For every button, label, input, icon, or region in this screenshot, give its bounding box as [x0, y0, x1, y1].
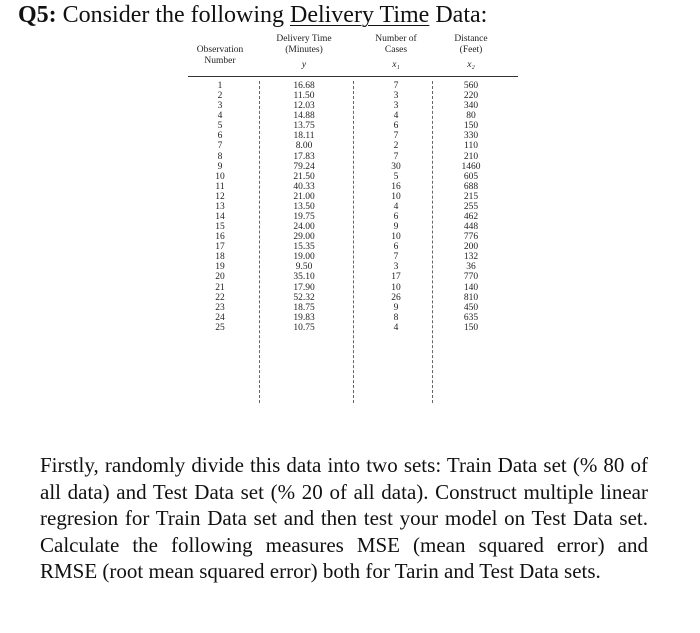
distance-cell: 140 — [463, 282, 479, 293]
delivery-time-cell: 40.33 — [293, 181, 315, 192]
delivery-time-cell: 13.50 — [293, 201, 315, 212]
delivery-time-column — [266, 81, 342, 333]
distance-cell: 150 — [463, 322, 479, 333]
distance-cell: 340 — [463, 101, 479, 112]
cases-cell: 5 — [393, 171, 399, 182]
cases-cell: 6 — [393, 242, 399, 253]
delivery-time-cell: 15.35 — [293, 242, 315, 253]
header-cases — [364, 34, 428, 71]
header-cases-line1: Number of — [375, 34, 417, 44]
distance-cell: 255 — [463, 201, 479, 212]
observation-cell: 15 — [215, 222, 225, 233]
delivery-time-cell: 29.00 — [293, 232, 315, 243]
distance-cell: 560 — [463, 81, 479, 91]
cases-cell: 9 — [393, 302, 399, 313]
cases-cell: 3 — [393, 262, 399, 273]
distance-cell: 462 — [463, 212, 479, 223]
observation-cell: 24 — [215, 312, 225, 323]
distance-cell: 635 — [463, 312, 479, 323]
observation-cell: 4 — [217, 111, 223, 122]
distance-cell: 770 — [463, 272, 479, 283]
cases-cell: 3 — [393, 91, 399, 102]
distance-cell: 80 — [466, 111, 476, 122]
cases-cell: 7 — [393, 151, 399, 162]
observation-cell: 17 — [215, 242, 225, 253]
observation-cell: 11 — [215, 181, 225, 192]
column-divider-2 — [353, 81, 354, 403]
header-dist-line2: (Feet) — [459, 45, 483, 55]
observation-cell: 18 — [215, 252, 225, 263]
header-dist-line1: Distance — [454, 34, 488, 44]
observation-cell: 3 — [217, 101, 223, 112]
header-time-symbol: y — [301, 60, 307, 70]
distance-cell: 200 — [463, 242, 479, 253]
distance-column — [436, 81, 506, 333]
observation-cell: 21 — [215, 282, 225, 293]
observation-cell: 19 — [215, 262, 225, 273]
observation-cell: 5 — [217, 121, 223, 132]
delivery-time-cell: 79.24 — [293, 161, 315, 172]
delivery-time-cell: 52.32 — [293, 292, 315, 303]
header-time-line1: Delivery Time — [276, 34, 332, 44]
cases-cell: 2 — [393, 141, 399, 152]
header-obs-line1: Observation — [196, 45, 244, 55]
delivery-time-cell: 9.50 — [295, 262, 313, 273]
distance-cell: 450 — [463, 302, 479, 313]
header-time-line2: (Minutes) — [285, 45, 323, 55]
observation-cell: 8 — [217, 151, 223, 162]
distance-cell: 210 — [463, 151, 479, 162]
cases-cell: 16 — [391, 181, 401, 192]
cases-column — [364, 81, 428, 333]
observation-cell: 22 — [215, 292, 225, 303]
cases-cell: 4 — [393, 201, 399, 212]
delivery-time-cell: 8.00 — [295, 141, 313, 152]
distance-cell: 36 — [466, 262, 476, 273]
observation-cell: 10 — [215, 171, 225, 182]
cases-cell: 6 — [393, 212, 399, 223]
distance-cell: 776 — [463, 232, 479, 243]
observation-cell: 23 — [215, 302, 225, 313]
distance-cell: 330 — [463, 131, 479, 142]
table-header — [188, 33, 518, 75]
title-text-after: Data: — [429, 2, 488, 28]
distance-cell: 220 — [463, 91, 479, 102]
delivery-time-table — [188, 33, 518, 333]
delivery-time-cell: 11.50 — [293, 91, 315, 102]
title-text-underlined: Delivery Time — [289, 2, 430, 28]
distance-cell: 448 — [463, 222, 479, 233]
cases-cell: 17 — [391, 272, 401, 283]
header-cases-line2: Cases — [384, 45, 408, 55]
cases-cell: 9 — [393, 222, 399, 233]
header-obs-line2: Number — [204, 56, 236, 66]
delivery-time-cell: 19.00 — [293, 252, 315, 263]
cases-cell: 7 — [393, 252, 399, 263]
header-dist-symbol: x₂ — [467, 60, 475, 70]
observation-cell: 14 — [215, 212, 225, 223]
observation-cell: 16 — [215, 232, 225, 243]
delivery-time-cell: 17.83 — [293, 151, 315, 162]
question-title — [18, 2, 487, 29]
distance-cell: 132 — [463, 252, 479, 263]
distance-cell: 150 — [463, 121, 479, 132]
observation-cell: 25 — [215, 322, 225, 333]
delivery-time-cell: 18.11 — [293, 131, 315, 142]
cases-cell: 8 — [393, 312, 399, 323]
cases-cell: 6 — [393, 121, 399, 132]
distance-cell: 605 — [463, 171, 479, 182]
observation-cell: 6 — [217, 131, 223, 142]
observation-cell: 1 — [217, 81, 223, 91]
cases-cell: 26 — [391, 292, 401, 303]
delivery-time-cell: 18.75 — [293, 302, 315, 313]
header-cases-symbol: x₁ — [392, 60, 400, 70]
observation-column — [188, 81, 252, 333]
header-delivery-time — [266, 34, 342, 71]
cases-cell: 10 — [391, 191, 401, 202]
observation-cell: 2 — [217, 91, 223, 102]
delivery-time-cell: 35.10 — [293, 272, 315, 283]
observation-cell: 12 — [215, 191, 225, 202]
observation-cell: 13 — [215, 201, 225, 212]
delivery-time-cell: 13.75 — [293, 121, 315, 132]
delivery-time-cell: 21.00 — [293, 191, 315, 202]
header-rule — [188, 76, 518, 77]
distance-cell: 1460 — [461, 161, 481, 172]
header-distance — [436, 34, 506, 71]
delivery-time-cell: 19.75 — [293, 212, 315, 223]
question-instructions: Firstly, randomly divide this data into two sets: Train Data set (% 80 of all data) and Test Data set (% 20 of all data). Construct multiple linear regresion for Train Data set and then test your model on Test Data set. Calculate the following measures MSE (mean squared error) and RMSE (root mean squared error) both for Tarin and Test Data sets. — [40, 453, 648, 583]
delivery-time-cell: 19.83 — [293, 312, 315, 323]
observation-cell: 9 — [217, 161, 223, 172]
cases-cell: 10 — [391, 232, 401, 243]
cases-cell: 10 — [391, 282, 401, 293]
cases-cell: 7 — [393, 131, 399, 142]
header-observation — [188, 45, 252, 67]
delivery-time-cell: 14.88 — [293, 111, 315, 122]
distance-cell: 110 — [464, 141, 478, 152]
distance-cell: 215 — [463, 191, 479, 202]
delivery-time-cell: 24.00 — [293, 222, 315, 233]
cases-cell: 4 — [393, 322, 399, 333]
distance-cell: 688 — [463, 181, 479, 192]
delivery-time-cell: 16.68 — [293, 81, 315, 91]
delivery-time-cell: 21.50 — [293, 171, 315, 182]
delivery-time-cell: 10.75 — [293, 322, 315, 333]
delivery-time-cell: 17.90 — [293, 282, 315, 293]
column-divider-3 — [432, 81, 433, 403]
cases-cell: 4 — [393, 111, 399, 122]
cases-cell: 30 — [391, 161, 401, 172]
delivery-time-cell: 12.03 — [293, 101, 315, 112]
question-label: Q5: — [18, 2, 57, 28]
cases-cell: 3 — [393, 101, 399, 112]
observation-cell: 20 — [215, 272, 225, 283]
title-text-before: Consider the following — [56, 2, 290, 28]
cases-cell: 7 — [393, 81, 399, 91]
column-divider-1 — [259, 81, 260, 403]
distance-cell: 810 — [463, 292, 479, 303]
observation-cell: 7 — [217, 141, 223, 152]
